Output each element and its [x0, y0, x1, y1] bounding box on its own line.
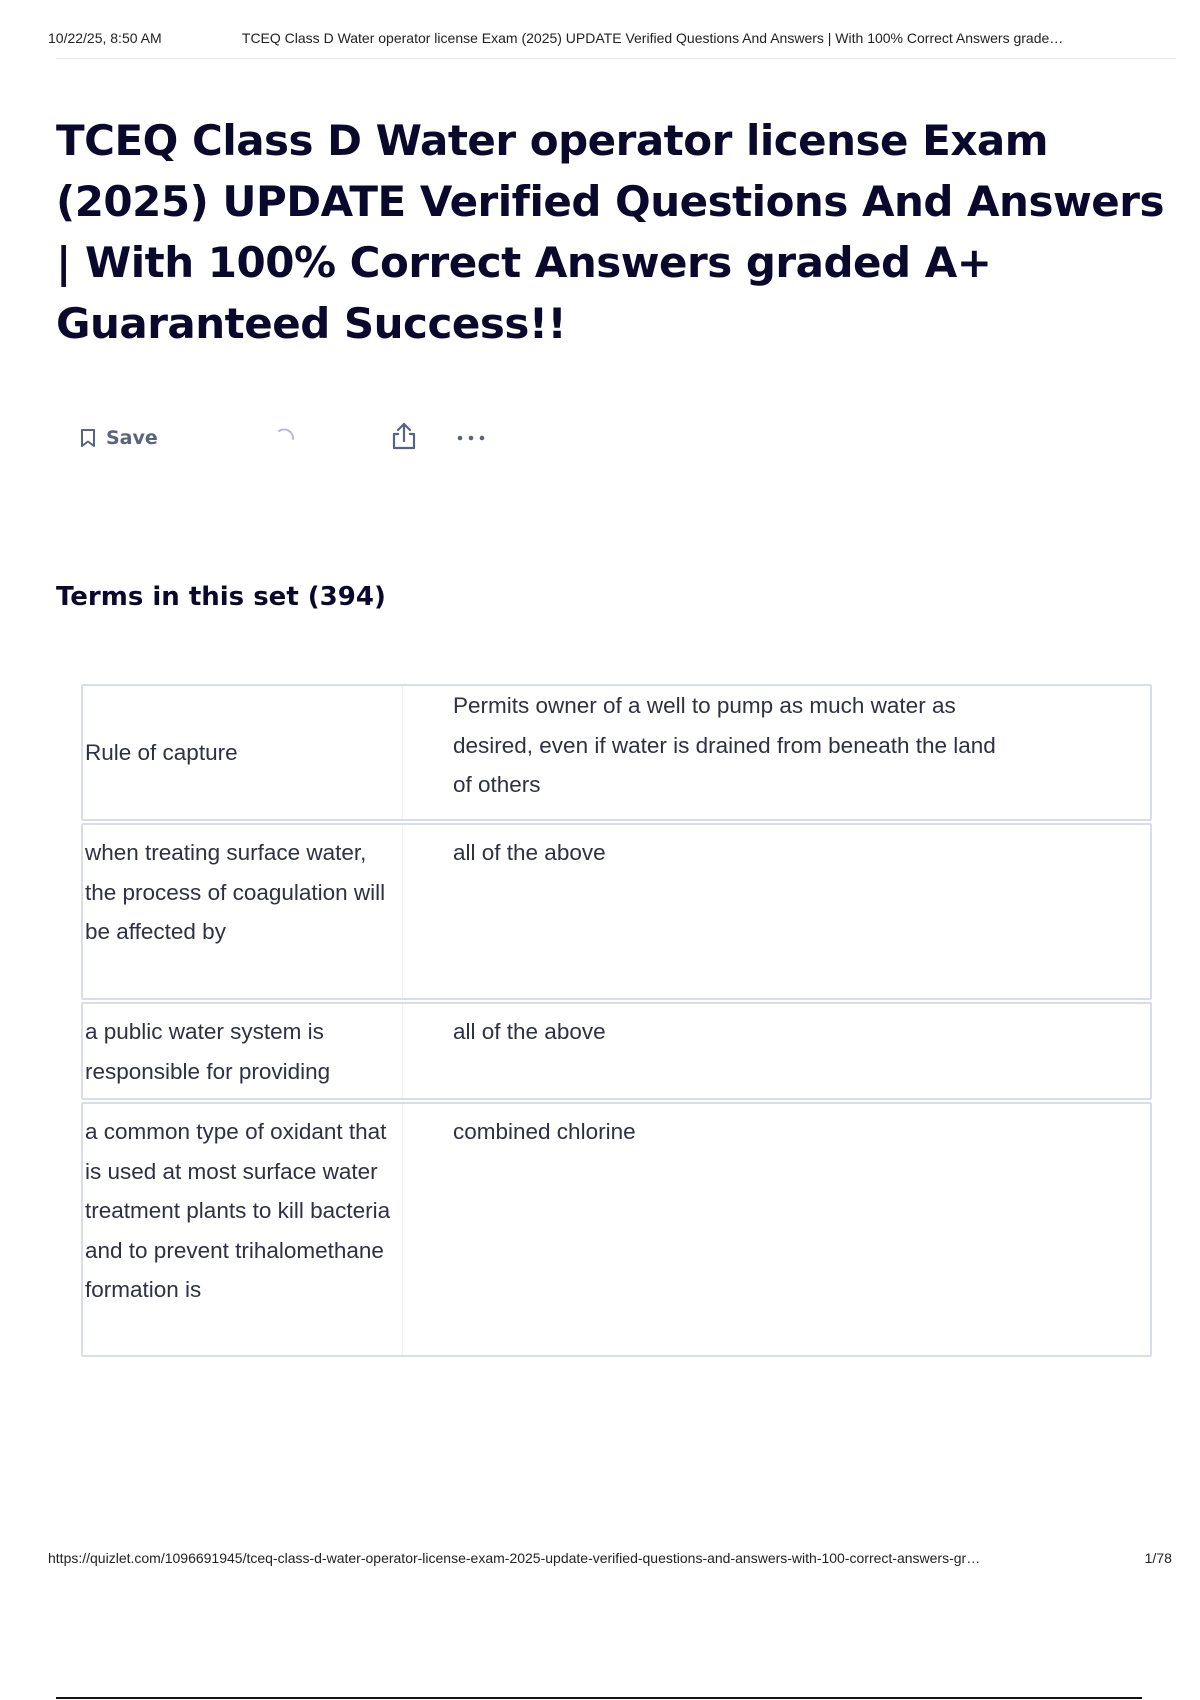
- save-label: Save: [106, 427, 158, 449]
- terms-table: [81, 684, 1152, 1359]
- bookmark-icon: [80, 428, 96, 448]
- term-card: [81, 823, 1152, 1000]
- more-options-icon: [456, 429, 486, 447]
- loading-spinner-icon: [270, 426, 300, 450]
- bottom-divider: [56, 1697, 1142, 1699]
- share-button[interactable]: [390, 421, 418, 456]
- more-options-button[interactable]: [456, 429, 486, 447]
- term-text: Rule of capture: [83, 686, 403, 819]
- share-icon: [390, 421, 418, 456]
- term-card: [81, 1102, 1152, 1357]
- print-date: 10/22/25, 8:50 AM: [48, 30, 162, 46]
- set-toolbar: [80, 418, 486, 458]
- page-url: https://quizlet.com/1096691945/tceq-class-d-water-operator-license-exam-2025-update-verified-questions-and-answers-with-100-correct-answers-gr…: [48, 1550, 981, 1566]
- term-card: [81, 1002, 1152, 1100]
- definition-text: all of the above: [453, 1019, 606, 1044]
- print-header: [48, 30, 1184, 46]
- definition-text: Permits owner of a well to pump as much water as desired, even if water is drained from beneath the land of others: [453, 693, 996, 797]
- definition-text: combined chlorine: [453, 1119, 636, 1144]
- term-text: a common type of oxidant that is used at most surface water treatment plants to kill bacteria and to prevent trihalomethane formation is: [83, 1104, 403, 1355]
- page-number: 1/78: [1144, 1550, 1172, 1566]
- print-doc-title: TCEQ Class D Water operator license Exam (2025) UPDATE Verified Questions And Answers | With 100% Correct Answers grade…: [241, 30, 1064, 46]
- terms-heading: Terms in this set (394): [56, 582, 386, 612]
- term-text: when treating surface water, the process of coagulation will be affected by: [83, 825, 403, 998]
- page-title: TCEQ Class D Water operator license Exam (2025) UPDATE Verified Questions And Answers | With 100% Correct Answers graded A+ Guaranteed Success!!: [56, 116, 1164, 348]
- term-card: [81, 684, 1152, 821]
- save-button[interactable]: [80, 427, 270, 449]
- print-footer: [48, 1550, 1184, 1566]
- header-divider: [56, 58, 1176, 59]
- definition-text: all of the above: [453, 840, 606, 865]
- term-text: a public water system is responsible for providing: [83, 1004, 403, 1098]
